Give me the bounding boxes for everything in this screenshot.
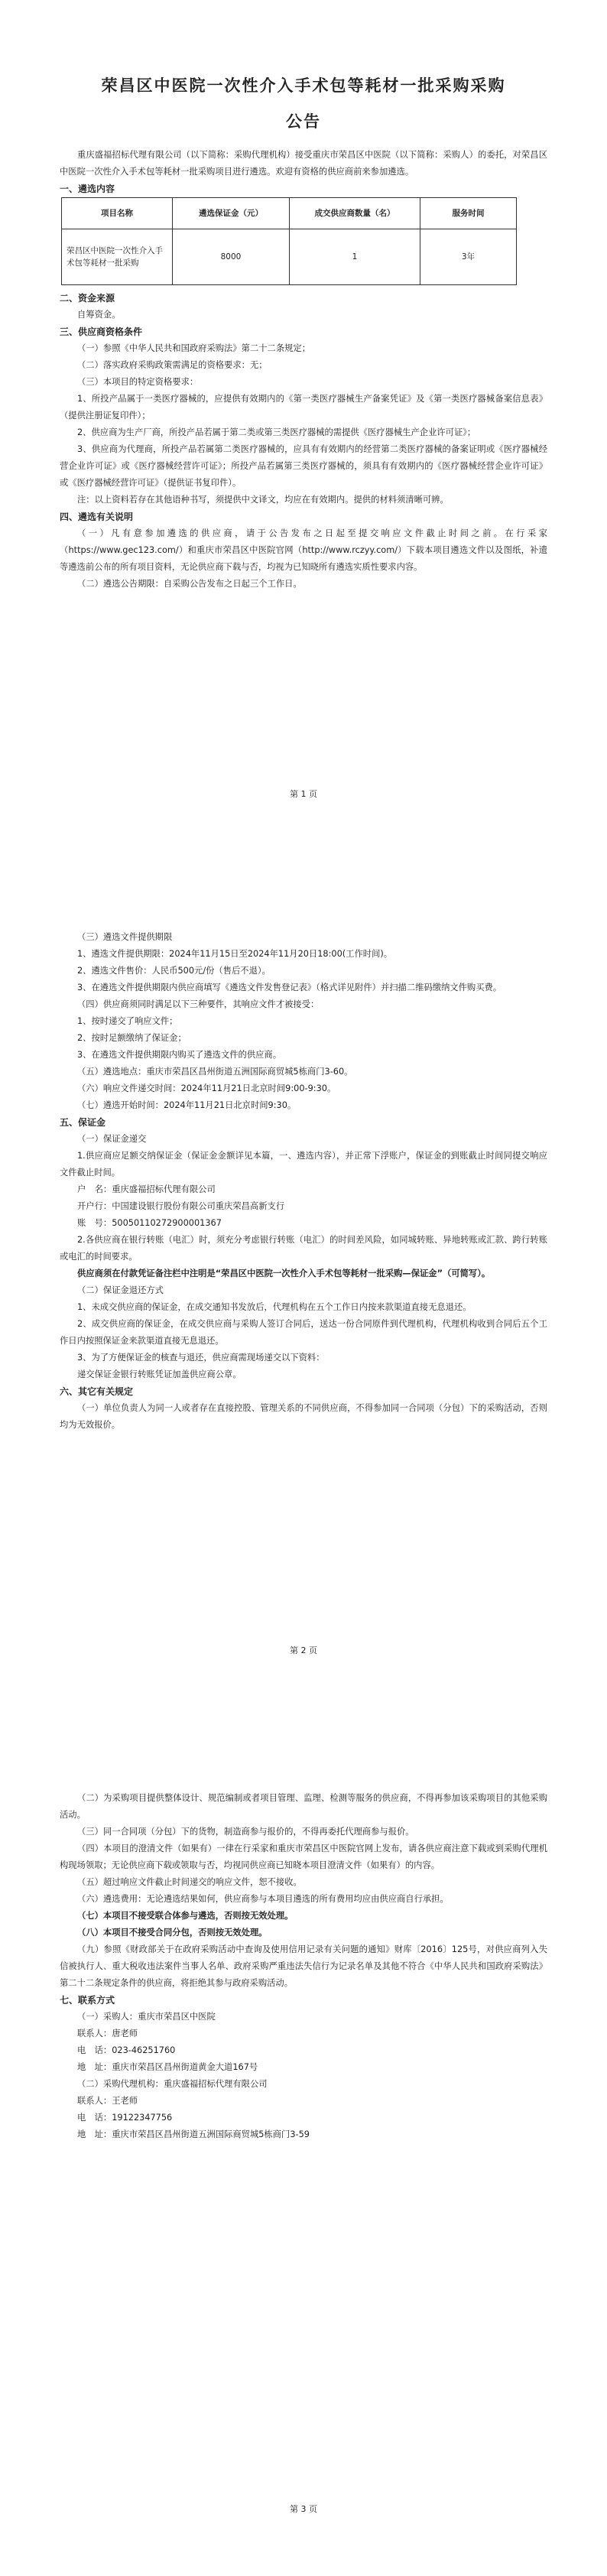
qualification-item: 3、供应商为代理商，所投产品若属第二类医疗器械的，应具有有效期内的经营第二类医疗器械的备案证明或《医疗器械经营企业许可证》或《医疗器械经营许可证》；所投产品若属第三类医疗器械的，须具有有效期内的《医疗器械经营企业许可证》或《医疗器械经营许可证》（提供证书复印件）。 — [60, 444, 547, 488]
page-number: 第 1 页 — [290, 789, 317, 799]
table-cell-deposit: 8000 — [173, 229, 290, 285]
page-3 — [0, 1717, 607, 2576]
qualification-item: 2、供应商为生产厂商，所投产品若属于第二类或第三类医疗器械的需提供《医疗器械生产企业许可证》； — [77, 427, 476, 437]
qualification-item: （二）落实政府采购政策需满足的资格要求：无； — [77, 360, 268, 370]
qualification-item: （三）本项目的特定资格要求： — [77, 377, 199, 387]
notice-item: 1、按时递交了响应文件； — [77, 1016, 178, 1026]
page-2 — [0, 859, 607, 1717]
buyer-name: （一）采购人：重庆市荣昌区中医院 — [77, 2012, 216, 2022]
page-number: 第 2 页 — [290, 1645, 317, 1655]
table-row — [62, 229, 517, 285]
deposit-subheading: （一）保证金递交 — [77, 1134, 147, 1144]
buyer-contact: 联系人：唐老师 — [77, 2029, 138, 2038]
agent-phone: 电 话：19122347756 — [77, 2113, 173, 2123]
section-5-heading: 五、保证金 — [60, 1117, 106, 1128]
notice-item: 3、在遴选文件提供期限内购买了遴选文件的供应商。 — [77, 1050, 282, 1060]
page-1 — [0, 0, 607, 859]
rule-item-bold: （七）本项目不接受联合体参与遴选，否则按无效处理。 — [77, 1911, 294, 1921]
refund-item: 2、成交供应商的保证金，在成交供应商与采购人签订合同后，送达一份合同原件到代理机构，代理机构收到合同后五个工作日内按照保证金来款渠道直接无息退还。 — [60, 1319, 547, 1346]
deposit-paragraph: 1.供应商应足额交纳保证金（保证金金额详见本篇，一、遴选内容），并正常下浮账户，保证金的到账截止时间同提交响应文件截止时间。 — [60, 1151, 547, 1178]
remark-notice: 供应商须在付款凭证备注栏中注明是“荣昌区中医院一次性介入手术包等耗材一批采购—保证金”（可简写）。 — [77, 1269, 491, 1278]
refund-subheading: （二）保证金退还方式 — [77, 1285, 164, 1295]
section-7-heading: 七、联系方式 — [60, 1995, 115, 2006]
contact-buyer — [60, 2009, 547, 2076]
buyer-phone: 电 话：023-46251760 — [77, 2045, 176, 2055]
agent-name: （二）采购代理机构：重庆盛福招标代理有限公司 — [77, 2079, 268, 2089]
section-2-heading: 二、资金来源 — [60, 293, 115, 304]
table-cell-service-time: 3年 — [420, 229, 517, 285]
account-name: 户 名：重庆盛福招标代理有限公司 — [77, 1184, 216, 1194]
table-header: 服务时间 — [420, 198, 517, 229]
notice-item: 2、按时足额缴纳了保证金； — [77, 1033, 187, 1043]
notice-item: 3、在遴选文件提供期限内供应商填写《遴选文件发售登记表》（格式详见附件）并扫描二维码缴纳文件购买费。 — [77, 983, 502, 992]
table-header: 遴选保证金（元） — [173, 198, 290, 229]
rule-item: （三）同一合同项（分包）下的货物，制造商参与报价的，不得再委托代理商参与报价。 — [77, 1827, 414, 1837]
contact-agent — [60, 2076, 547, 2143]
notice-item: （七）遴选开始时间：2024年11月21日北京时间9:30。 — [77, 1100, 297, 1110]
table-cell-count: 1 — [290, 229, 420, 285]
section-4-heading: 四、遴选有关说明 — [60, 512, 134, 522]
rule-item: （二）为采购项目提供整体设计、规范编制或者项目管理、监理、检测等服务的供应商，不得再参加该采购项目的其他采购活动。 — [60, 1793, 547, 1820]
table-header-row — [62, 198, 517, 229]
agent-contact: 联系人：王老师 — [77, 2096, 138, 2106]
refund-item: 1、未成交供应商的保证金，在成交通知书发放后，代理机构在五个工作日内按来款渠道直接无息退还。 — [77, 1302, 472, 1312]
table-header: 项目名称 — [62, 198, 173, 229]
account-bank: 开户行：中国建设银行股份有限公司重庆荣昌高新支行 — [77, 1201, 285, 1211]
rule-item: （一）单位负责人为同一人或者存在直接控股、管理关系的不同供应商，不得参加同一合同项（分包）下的采购活动，否则均为无效报价。 — [60, 1403, 547, 1430]
doc-title-line1: 荣昌区中医院一次性介入手术包等耗材一批采购采购 — [101, 76, 506, 95]
notice-item: （六）响应文件递交时间：2024年11月21日北京时间9:00-9:30。 — [77, 1083, 336, 1093]
doc-title-line2: 公告 — [286, 112, 321, 131]
rule-item: （五）超过响应文件截止时间递交的响应文件，恕不接收。 — [77, 1877, 302, 1887]
rule-item: （四）本项目的澄清文件（如果有）一律在行采家和重庆市荣昌区中医院官网上发布，请各供应商注意下载或到采购代理机构现场领取；无论供应商下载或领取与否，均视同供应商已知晓本项目澄清文件（如果有）的内容。 — [60, 1843, 547, 1870]
buyer-address: 地 址：重庆市荣昌区昌州街道黄金大道167号 — [77, 2062, 258, 2072]
transfer-notice: 2.各供应商在银行转账（电汇）时，须充分考虑银行转账（电汇）的时间差风险，如同城转账、异地转账或汇款、跨行转账或电汇的时间要求。 — [60, 1235, 547, 1262]
intro-paragraph: 重庆盛福招标代理有限公司（以下简称：采购代理机构）接受重庆市荣昌区中医院（以下简称：采购人）的委托，对荣昌区中医院一次性介入手术包等耗材一批采购项目进行遴选。欢迎有资格的供应商前来参加遴选。 — [60, 150, 547, 177]
notice-item: （五）遴选地点：重庆市荣昌区昌州街道五洲国际商贸城5栋商门3-60。 — [77, 1067, 353, 1077]
rule-item: （六）遴选费用：无论遴选结果如何，供应商参与本项目遴选的所有费用均应由供应商自行承担。 — [77, 1894, 449, 1904]
section-1-heading: 一、遴选内容 — [60, 184, 115, 194]
qualification-item: （一）参照《中华人民共和国政府采购法》第二十二条规定； — [77, 343, 311, 353]
selection-table — [61, 197, 517, 285]
qualification-note: 注：以上资料若存在其他语种书写，须提供中文译文，均应在有效期内。提供的材料须清晰可辨。 — [77, 495, 449, 505]
announcement-period: （二）遴选公告期限：自采购公告发布之日起三个工作日。 — [77, 579, 302, 589]
section-6-heading: 六、其它有关规定 — [60, 1386, 134, 1397]
notice-item: （四）供应商须同时满足以下三种要件，其响应文件才被接受： — [77, 999, 320, 1009]
rule-item: （九）参照《财政部关于在政府采购活动中查询及使用信用记录有关问题的通知》财库〔2016〕125号，对供应商列入失信被执行人、重大税收违法案件当事人名单、政府采购严重违法失信行为记录名单及其他不符合《中华人民共和国政府采购法》第二十二条规定条件的供应商，将拒绝其参与政府采购活动。 — [60, 1944, 547, 1988]
refund-item: 3、为了方便保证金的核查与退还，供应商需现场递交以下资料： — [77, 1353, 325, 1363]
section-3-heading: 三、供应商资格条件 — [60, 326, 143, 337]
refund-item: 递交保证金银行转账凭证加盖供应商公章。 — [77, 1369, 242, 1379]
funding-text: 自筹资金。 — [77, 310, 121, 320]
download-instructions: （一）凡有意参加遴选的供应商，请于公告发布之日起至提交响应文件截止时间之前。在行采家（https://www.gec123.com/）和重庆市荣昌区中医院官网（http://www.rczyy.com/）下载本项目遴选文件以及图纸，补遗等遴选前公布的所有项目资料，无论供应商下载与否，均视为已知晓所有遴选实质性要求内容。 — [60, 528, 547, 572]
account-number: 账 号：50050110272900001367 — [77, 1218, 222, 1228]
notice-item: 2、遴选文件售价：人民币500元/份（售后不退）。 — [77, 966, 271, 976]
page-number: 第 3 页 — [290, 2504, 317, 2514]
document-supply-period: （三）遴选文件提供期限 — [77, 932, 173, 942]
notice-item: 1、遴选文件提供期限：2024年11月15日至2024年11月20日18:00(工作时间)。 — [77, 949, 393, 959]
rule-item-bold: （八）本项目不接受合同分包，否则按无效处理。 — [77, 1928, 268, 1938]
table-header: 成交供应商数量（名） — [290, 198, 420, 229]
qualification-item: 1、所投产品属于一类医疗器械的，应提供有效期内的《第一类医疗器械生产备案凭证》及《第一类医疗器械备案信息表》（提供注册证复印件）； — [60, 394, 547, 421]
table-cell-project: 荣昌区中医院一次性介入手术包等耗材一批采购 — [62, 229, 173, 285]
agent-address: 地 址：重庆市荣昌区昌州街道五洲国际商贸城5栋商门3-59 — [77, 2129, 310, 2139]
